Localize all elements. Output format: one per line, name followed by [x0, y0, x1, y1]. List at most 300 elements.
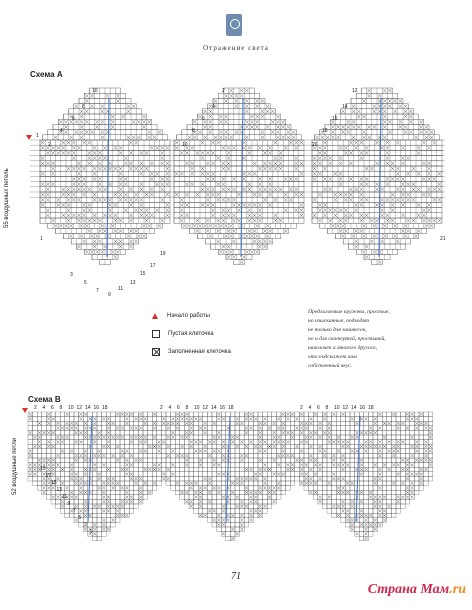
grid-cell [290, 426, 295, 431]
grid-row [40, 218, 170, 223]
grid-cell [244, 435, 249, 440]
grid-cell [345, 417, 350, 422]
grid-cell [304, 417, 309, 422]
grid-cell [263, 430, 268, 435]
grid-cell [230, 412, 235, 417]
grid-cell [267, 435, 272, 440]
grid-cell [350, 412, 355, 417]
grid-cell [33, 426, 38, 431]
row-number: 6 [72, 116, 75, 122]
grid-cell [51, 426, 56, 431]
blue-guide-line [379, 98, 381, 257]
grid-cell [60, 412, 65, 417]
grid-cell [46, 426, 51, 431]
grid-cell [92, 412, 97, 417]
grid-cell [60, 430, 65, 435]
grid-cell [364, 426, 369, 431]
grid-cell [332, 435, 337, 440]
grid-cell [207, 412, 212, 417]
grid-row [174, 213, 304, 218]
grid-cell [382, 426, 387, 431]
grid-cell [125, 435, 130, 440]
grid-cell [92, 430, 97, 435]
grid-cell [368, 435, 373, 440]
grid-cell [221, 412, 226, 417]
grid-cell [129, 430, 134, 435]
grid-cell [33, 440, 38, 445]
grid-cell [253, 430, 258, 435]
row-number: 7 [96, 288, 99, 294]
grid-cell [102, 430, 107, 435]
grid-row [40, 150, 170, 155]
grid-cell [401, 412, 406, 417]
grid-cell [152, 430, 157, 435]
grid-cell [148, 435, 153, 440]
grid-cell [240, 430, 245, 435]
grid-cell [350, 430, 355, 435]
grid-cell [373, 435, 378, 440]
grid-cell [253, 440, 258, 445]
grid-cell [171, 440, 176, 445]
grid-cell [318, 430, 323, 435]
grid-cell [235, 412, 240, 417]
grid-cell [401, 426, 406, 431]
grid-cell [249, 430, 254, 435]
grid-row [205, 239, 273, 244]
grid-cell [60, 417, 65, 422]
grid-cell [194, 426, 199, 431]
grid-cell [157, 426, 162, 431]
grid-row [312, 176, 442, 181]
blue-guide-line [107, 98, 109, 257]
grid-cell [419, 430, 424, 435]
grid-cell [410, 426, 415, 431]
grid-cell [217, 426, 222, 431]
grid-row [174, 197, 304, 202]
grid-cell [249, 421, 254, 426]
grid-row [174, 176, 304, 181]
grid-cell [198, 421, 203, 426]
grid-cell [60, 421, 65, 426]
grid-cell [405, 430, 410, 435]
grid-row [210, 244, 267, 249]
grid-cell [313, 440, 318, 445]
grid-cell [69, 417, 74, 422]
grid-cell [286, 426, 291, 431]
row-number: 12 [352, 88, 358, 94]
grid-cell [83, 417, 88, 422]
grid-cell [235, 430, 240, 435]
grid-row [312, 208, 442, 213]
grid-cell [194, 430, 199, 435]
grid-cell [240, 426, 245, 431]
grid-cell [299, 435, 304, 440]
grid-cell [322, 435, 327, 440]
grid-cell [28, 435, 33, 440]
grid-cell [345, 412, 350, 417]
grid-cell [341, 421, 346, 426]
grid-cell [97, 412, 102, 417]
grid-cell [203, 440, 208, 445]
grid-cell [428, 412, 433, 417]
grid-cell [401, 435, 406, 440]
grid-cell [51, 435, 56, 440]
grid-cell [322, 426, 327, 431]
grid-cell [382, 417, 387, 422]
grid-cell [391, 435, 396, 440]
grid-cell [157, 435, 162, 440]
grid-cell [83, 440, 88, 445]
grid-cell [74, 435, 79, 440]
grid-cell [97, 421, 102, 426]
grid-cell [387, 412, 392, 417]
grid-cell [341, 430, 346, 435]
row-number: 19 [160, 251, 166, 257]
grid-cell [42, 440, 47, 445]
grid-cell [203, 435, 208, 440]
grid-cell [345, 421, 350, 426]
grid-row [174, 156, 304, 161]
scheme-a-chart [0, 80, 472, 320]
grid-cell [166, 440, 171, 445]
grid-row [343, 239, 411, 244]
grid-cell [286, 435, 291, 440]
grid-row [174, 145, 304, 150]
grid-row [312, 156, 442, 161]
row-number: 8 [192, 128, 195, 134]
row-number: 10 [182, 142, 188, 148]
note-line: наволочек и многого другого, [308, 345, 377, 351]
grid-cell [37, 426, 42, 431]
grid-cell [253, 421, 258, 426]
grid-cell [212, 430, 217, 435]
grid-cell [276, 421, 281, 426]
grid-cell [401, 430, 406, 435]
grid-cell [226, 412, 231, 417]
grid-cell [148, 440, 153, 445]
grid-row [40, 140, 170, 145]
grid-cell [387, 426, 392, 431]
grid-cell [134, 430, 139, 435]
grid-cell [37, 412, 42, 417]
grid-row [40, 176, 170, 181]
grid-cell [341, 417, 346, 422]
grid-cell [249, 435, 254, 440]
grid-row [190, 228, 289, 233]
legend-empty-label: Пустая клеточка [168, 331, 214, 337]
grid-row [40, 208, 170, 213]
grid-cell [56, 417, 61, 422]
grid-cell [313, 426, 318, 431]
grid-cell [276, 430, 281, 435]
grid-cell [327, 417, 332, 422]
grid-cell [290, 421, 295, 426]
grid-cell [148, 426, 153, 431]
grid-cell [336, 426, 341, 431]
row-number: 13 [130, 280, 136, 286]
book-logo-icon [226, 14, 242, 36]
legend-start-label: Начало работы [167, 313, 210, 319]
grid-cell [37, 417, 42, 422]
grid-cell [148, 430, 153, 435]
grid-cell [230, 421, 235, 426]
grid-row [312, 192, 442, 197]
grid-cell [42, 421, 47, 426]
grid-cell [230, 417, 235, 422]
grid-cell [51, 421, 56, 426]
grid-cell [212, 417, 217, 422]
grid-row [174, 182, 304, 187]
grid-cell [97, 426, 102, 431]
grid-cell [180, 430, 185, 435]
row-number: 14 [342, 104, 348, 110]
grid-cell [194, 435, 199, 440]
grid-cell [88, 412, 93, 417]
grid-cell [267, 421, 272, 426]
grid-cell [318, 440, 323, 445]
grid-cell [102, 421, 107, 426]
grid-row [174, 161, 304, 166]
grid-cell [290, 440, 295, 445]
grid-cell [97, 417, 102, 422]
grid-row [174, 171, 304, 176]
legend [152, 310, 231, 364]
grid-cell [290, 417, 295, 422]
grid-cell [428, 421, 433, 426]
grid-row [364, 254, 390, 259]
grid-cell [102, 440, 107, 445]
grid-cell [364, 421, 369, 426]
grid-row [40, 202, 170, 207]
grid-cell [207, 417, 212, 422]
grid-cell [341, 426, 346, 431]
grid-row [312, 150, 442, 155]
grid-row [92, 254, 118, 259]
grid-cell [345, 435, 350, 440]
grid-cell [97, 440, 102, 445]
grid-cell [226, 440, 231, 445]
grid-row [312, 197, 442, 202]
grid-cell [253, 412, 258, 417]
grid-cell [263, 435, 268, 440]
grid-cell [359, 412, 364, 417]
grid-cell [414, 435, 419, 440]
grid-cell [230, 430, 235, 435]
grid-cell [230, 426, 235, 431]
grid-cell [345, 430, 350, 435]
legend-empty [152, 328, 231, 340]
scheme-b-side-label: 52 воздушные петли [12, 437, 18, 495]
grid-cell [207, 426, 212, 431]
grid-cell [143, 412, 148, 417]
grid-cell [120, 417, 125, 422]
empty-cell-icon [152, 330, 160, 338]
grid-cell [345, 426, 350, 431]
grid-cell [120, 430, 125, 435]
start-marker [26, 135, 32, 140]
grid-cell [240, 412, 245, 417]
scheme-b-label: Схема В [28, 395, 61, 404]
grid-cell [217, 421, 222, 426]
grid-cell [414, 430, 419, 435]
row-number: 21 [440, 236, 446, 242]
grid-cell [33, 412, 38, 417]
grid-cell [115, 421, 120, 426]
grid-cell [281, 435, 286, 440]
grid-cell [272, 426, 277, 431]
grid-cell [322, 421, 327, 426]
note-line: но и для скатертей, простыней, [308, 336, 386, 342]
grid-cell [166, 430, 171, 435]
grid-cell [189, 435, 194, 440]
grid-cell [56, 412, 61, 417]
row-number: 16 [332, 116, 338, 122]
grid-cell [428, 417, 433, 422]
grid-cell [33, 430, 38, 435]
grid-cell [263, 426, 268, 431]
grid-cell [161, 435, 166, 440]
start-triangle-icon [152, 313, 158, 319]
grid-cell [189, 412, 194, 417]
grid-cell [79, 421, 84, 426]
grid-cell [33, 421, 38, 426]
grid-cell [391, 426, 396, 431]
note-line: не только для занавесок, [308, 327, 367, 333]
grid-cell [391, 417, 396, 422]
grid-cell [364, 412, 369, 417]
grid-cell [318, 412, 323, 417]
grid-cell [102, 426, 107, 431]
grid-row [71, 239, 139, 244]
page-title: Отражение света [203, 44, 269, 52]
grid-cell [350, 421, 355, 426]
grid-cell [368, 421, 373, 426]
grid-cell [391, 421, 396, 426]
grid-row [226, 254, 252, 259]
grid-cell [267, 430, 272, 435]
grid-cell [175, 435, 180, 440]
grid-cell [184, 440, 189, 445]
grid-cell [387, 430, 392, 435]
grid-row [174, 187, 304, 192]
row-number: 5 [84, 280, 87, 286]
grid-cell [157, 430, 162, 435]
grid-cell [341, 435, 346, 440]
grid-cell [419, 417, 424, 422]
grid-cell [304, 412, 309, 417]
grid-cell [424, 417, 429, 422]
legend-filled [152, 346, 231, 358]
grid-cell [332, 426, 337, 431]
grid-cell [258, 417, 263, 422]
grid-cell [309, 426, 314, 431]
grid-cell [401, 417, 406, 422]
note-line: но изысканные, подходят [308, 318, 369, 324]
grid-cell [382, 430, 387, 435]
grid-cell [212, 412, 217, 417]
grid-cell [378, 417, 383, 422]
grid-cell [69, 412, 74, 417]
grid-cell [33, 417, 38, 422]
grid-cell [125, 440, 130, 445]
row-number: 3 [70, 272, 73, 278]
grid-cell [143, 430, 148, 435]
grid-cell [378, 421, 383, 426]
grid-cell [161, 430, 166, 435]
grid-row [174, 166, 304, 171]
grid-row [312, 171, 442, 176]
grid-cell [253, 426, 258, 431]
grid-cell [387, 417, 392, 422]
grid-cell [322, 440, 327, 445]
grid-cell [359, 435, 364, 440]
grid-cell [207, 421, 212, 426]
grid-cell [134, 421, 139, 426]
grid-cell [276, 412, 281, 417]
grid-cell [65, 440, 70, 445]
grid-cell [56, 430, 61, 435]
grid-cell [180, 421, 185, 426]
grid-cell [240, 435, 245, 440]
grid-cell [286, 421, 291, 426]
grid-row [174, 150, 304, 155]
grid-cell [111, 417, 116, 422]
grid-cell [221, 430, 226, 435]
grid-cell [396, 412, 401, 417]
grid-cell [313, 435, 318, 440]
grid-cell [217, 440, 222, 445]
grid-cell [244, 421, 249, 426]
grid-cell [207, 430, 212, 435]
grid-cell [157, 421, 162, 426]
grid-cell [332, 430, 337, 435]
grid-cell [102, 412, 107, 417]
grid-cell [184, 426, 189, 431]
grid-cell [336, 417, 341, 422]
grid-cell [309, 412, 314, 417]
grid-cell [253, 435, 258, 440]
grid-row [174, 140, 304, 145]
grid-cell [79, 435, 84, 440]
grid-cell [125, 430, 130, 435]
grid-cell [235, 440, 240, 445]
grid-cell [350, 426, 355, 431]
grid-cell [313, 421, 318, 426]
row-number: 8 [82, 104, 85, 110]
grid-cell [134, 412, 139, 417]
grid-cell [65, 417, 70, 422]
grid-cell [424, 435, 429, 440]
grid-cell [198, 412, 203, 417]
grid-cell [111, 430, 116, 435]
grid-cell [194, 412, 199, 417]
note-line: Предлагаемые кружева, простые, [308, 309, 390, 315]
grid-cell [387, 435, 392, 440]
grid-cell [166, 417, 171, 422]
grid-cell [148, 417, 153, 422]
grid-cell [212, 426, 217, 431]
grid-cell [235, 426, 240, 431]
note-text [308, 308, 418, 371]
grid-cell [419, 426, 424, 431]
grid-cell [42, 417, 47, 422]
row-number: 15 [140, 271, 146, 277]
grid-cell [378, 430, 383, 435]
grid-cell [120, 440, 125, 445]
grid-cell [221, 426, 226, 431]
grid-cell [65, 430, 70, 435]
grid-cell [28, 440, 33, 445]
